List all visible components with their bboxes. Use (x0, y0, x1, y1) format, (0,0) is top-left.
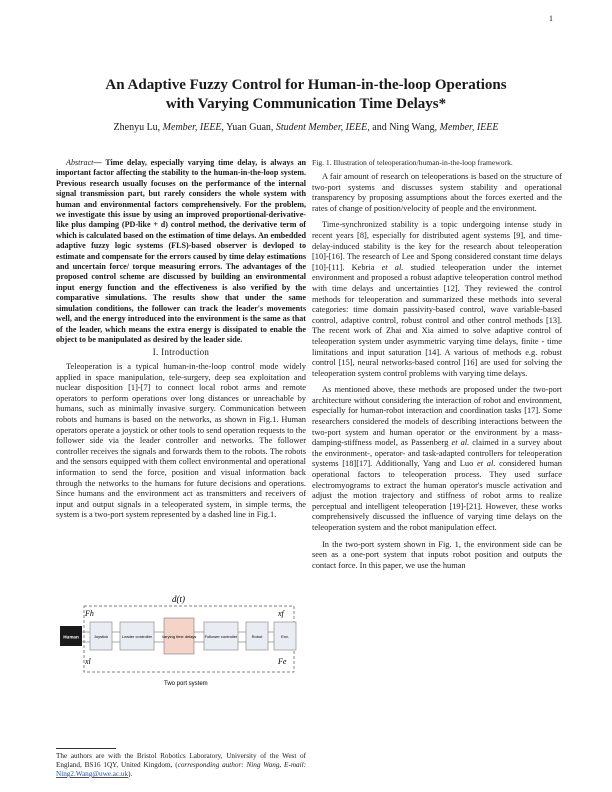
paper-title (60, 76, 552, 114)
footnote-end: ). (128, 770, 133, 778)
author-2: , Yuan Guan, (221, 122, 276, 133)
fh-symbol: Fh (85, 609, 94, 618)
right-paragraph-3 (312, 385, 562, 533)
two-port-label: Two port system (164, 681, 208, 687)
abstract-text: — Time delay, especially varying time delay, is always an important factor affecting the stability to the human-in-the-loop system. Previous research usually focuses on the performance of the internal signal transmission part, but rarely considers the whole system with human and environmental factors comprehensively. For the problem, we investigate this issue by using an improved proportional-derivative-like plus damping (PD-like + d) control method, the derivative term of which is calculated based on the estimation of time delays. An embedded adaptive fuzzy logic systems (FLS)-based observer is devloped to estimate and compensate for the errors caused by time delay estimations and uncertain force/ torque measuring errors. The advantages of the proposed control scheme are discussed by building an environmental input energy function and the effectiveness is also verified by the comparative simulations. The results show that under the same simulation conditions, the follower can track the leader's movements well, and the energy introduced into the environment is the same as that of the leader, which means the extra energy is dissipated to enable the object to be manipulated as desired by the leader side. (56, 158, 306, 344)
time-delay-label: Varying time delays (161, 634, 197, 639)
p3-etal-2: et al. (477, 459, 496, 469)
p2-part-a: Time-synchronized stability is a topic undergoing intense study in recent years [8], especially for distributed agent systems [9], and time-delay-induced stability is the key for the research about teleoperation [10]-[16]. The research of Lee and Spong considered constant time delays [10]-[11]. Kebria (312, 220, 562, 272)
right-paragraph-4: In the two-port system shown in Fig. 1, the environment side can be seen as a one-port system that inputs robot position and outputs the contact force. In this paper, we use the human (312, 539, 562, 570)
footnote-affiliation: The authors are with the Bristol Robotics Laboratory, University of the West of England, BS16 1QY, United Kingdom, ( (56, 752, 306, 769)
leader-controller-label: Leader controller (121, 634, 153, 639)
author-footnote (56, 752, 306, 779)
xf-symbol: xf (278, 609, 284, 618)
title-line-1: An Adaptive Fuzzy Control for Human-in-the-loop Operations (105, 77, 507, 93)
abstract (56, 158, 306, 351)
author-3: and Ning Wang, (369, 122, 440, 133)
fe-symbol: Fe (278, 657, 287, 666)
section-heading-introduction: I. Introduction (152, 347, 210, 357)
introduction-body (56, 362, 306, 527)
abstract-lead: Abstract (66, 158, 94, 167)
right-column-body (312, 172, 562, 577)
xl-symbol: xl (85, 657, 91, 666)
author-1-role: Member, IEEE (162, 122, 222, 133)
footnote-rule (56, 748, 116, 749)
p3-etal-1: et al. (451, 438, 470, 448)
p3-part-b: claimed in a survey about the environment-, operator- and task-adapted controllers for teleoperation systems [18][17]. Additionally, Yang and Luo (312, 438, 562, 469)
environment-label: Env. (281, 634, 289, 639)
right-paragraph-2 (312, 220, 562, 379)
p2-part-b: studied teleoperation under the internet environment and proposed a robust adaptive teleoperation control method with time delays and uncertainties [12]. They reviewed the control methods for teleoperation and summarized these methods into several categories: time domain passivity-based control, wave variable-based control, adaptive control, robust control and other control methods [13]. The recent work of Zhai and Xia aimed to solve adaptive control of teleoperation system under asymmetric varying time delays, finite - time limitations and input saturation [14]. A various of methods e.g. robust control [15], neural networks-based control [16] are used for solving the teleoperation system control problems with varying time delays. (312, 262, 562, 378)
page-number: 1 (549, 14, 553, 23)
author-1: Zhenyu Lu, (113, 122, 163, 133)
p2-etal: et al. (381, 262, 404, 272)
p3-part-c: considered human operational factors to teleoperation process. They used surface electromyograms to extract the human operator's muscle activation and adjust the motion trajectory and stiffness of robot arms to realize perceptual and intelligent teleoperation [19]-[21]. However, these works comprehensively discussed the influence of varying time delays on the teleoperation system and the robot manipulation effect. (312, 459, 562, 532)
human-label: Human (63, 634, 79, 640)
author-3-role: Member, IEEE (439, 122, 499, 133)
follower-controller-label: Follower controller (204, 634, 238, 639)
author-list (60, 122, 552, 133)
delay-symbol: d(t) (172, 594, 185, 604)
figure-1-caption: Fig. 1. Illustration of teleoperation/human-in-the-loop framework. (312, 158, 513, 167)
robot-label: Robot (251, 634, 263, 639)
intro-paragraph-1: Teleoperation is a typical human-in-the-loop control mode widely applied in space manipulation, tele-surgery, deep sea exploitation and nuclear disposition [1]-[7] to connect local robot arms and remote operators to perform operations over long distances or unreachable by humans, such as minimally invasive surgery. Communication between robots and humans is based on the networks, as shown in Fig.1. Human operators operate a joystick or other tools to send operation requests to the follower side via the leader controller and networks. The follower controller receives the signals and forwards them to the robots. The robots and the sensors equipped with them collect environmental and operational information to send the force, position and visual information back through the networks to the humans for future decisions and operations. Since humans and the environment act as transmitters and receivers of input and output signals in a teleoperated system, in simple terms, the system is a two-port system represented by a dashed line in Fig.1. (56, 362, 306, 520)
footnote-corresponding: corresponding author: Ning Wang, E-mail: (177, 761, 306, 769)
footnote-email-link[interactable]: Ning2.Wang@uwe.ac.uk (56, 770, 129, 778)
figure-1-diagram (60, 592, 300, 692)
author-2-role: Student Member, IEEE, (275, 122, 370, 133)
title-line-2: with Varying Communication Time Delays* (165, 96, 447, 112)
right-paragraph-1: A fair amount of research on teleoperations is based on the structure of two-port systems and discusses system stability and operational transparency by proposing assumptions about the forces exerted and the rates of change of position/velocity of people and the environment. (312, 172, 562, 213)
p3-part-a: As mentioned above, these methods are proposed under the two-port architecture without considering the interaction of robot and environment, especially for human-robot interaction and coordination tasks [17]. Some researchers considered the models of describing interactions between the two-port system and human operator or the environment by a mass-damping-stiffness model, as Passenberg (312, 385, 562, 448)
joystick-label: Joystick (93, 634, 109, 639)
